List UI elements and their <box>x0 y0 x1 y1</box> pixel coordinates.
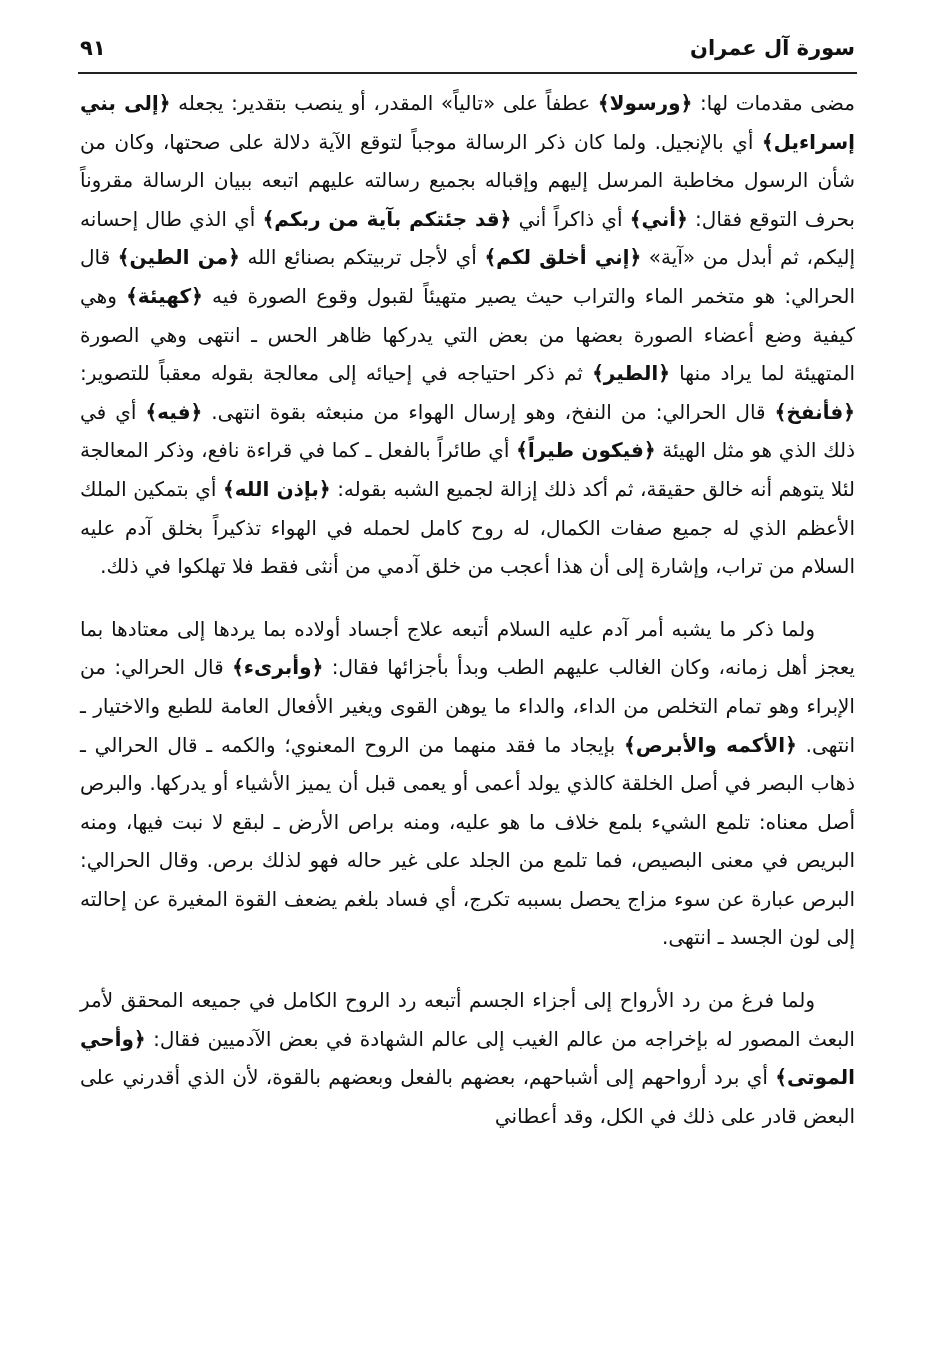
quran-quote: ﴿إلى بني إسراءيل﴾ <box>80 91 855 154</box>
commentary-text: ولما فرغ من رد الأرواح إلى أجزاء الجسم أتبعه رد الروح الكامل في جميعه المحقق لأمر البعث المصور له بإخراجه من عالم الغيب إلى عالم الشهادة في بعض الآدميين فقال: <box>80 988 855 1051</box>
header-divider <box>78 72 857 74</box>
quran-quote: ﴿من الطين﴾ <box>117 245 240 270</box>
commentary-text: ولما ذكر ما يشبه أمر آدم عليه السلام أتبعه علاج أجساد أولاده بما يردها إلى معتادها بما يعجز أهل زمانه، وكان الغالب عليهم الطب وبدأ بأجزائها فقال: <box>80 616 855 680</box>
quran-quote: ﴿وأبرىء﴾ <box>232 655 324 680</box>
quran-quote: ﴿أني﴾ <box>629 206 688 231</box>
tafsir-body <box>80 84 855 1159</box>
commentary-text: وهي كيفية وضع أعضاء الصورة بعضها من بعض التي يدركها ظاهر الحس ـ انتهى وهي الصورة المتهيئة لما يراد منها <box>80 283 855 386</box>
running-header <box>80 28 855 72</box>
commentary-text: أي بالإنجيل. ولما كان ذكر الرسالة موجباً لتوقع الآية دلالة على صحتها، وكان من شأن الرسول مخاطبة المرسل إليهم وإقباله بجميع رسالته عليهم اتبعه ببيان الرسالة مقروناً بحرف التوقع فقال: <box>80 129 855 231</box>
paragraph <box>80 610 855 957</box>
commentary-text: أي لأجل تربيتكم بصنائع الله <box>239 245 485 270</box>
commentary-text: بإيجاد ما فقد منهما من الروح المعنوي؛ والكمه ـ قال الحرالي ـ ذهاب البصر في أصل الخلقة كالذي يولد أعمى أو يعمى قبل أن يميز الأشياء أو يدركها. والبرص أصل معناه: تلمع الشيء بلمع خلاف ما هو عليه، ومنه براص الأرض ـ لبقع لا نبت فيها، ومنه البريص في معنى البصيص، فما تلمع من الجلد على غير حاله فهو لذلك برص. وقال الحرالي: البرص عبارة عن سوء مزاج يحصل بسببه تكرج، أي فساد بلغم يضعف القوة المغيرة عن إحالته إلى لون الجسد ـ انتهى. <box>80 732 855 950</box>
quran-quote: ﴿وأحي الموتى﴾ <box>80 1026 855 1090</box>
commentary-text: مضى مقدمات لها: <box>692 91 855 115</box>
commentary-text: أي برد أرواحهم إلى أشباحهم، بعضهم بالفعل وبعضهم بالقوة، لأن الذي أقدرني على البعض قادر على ذلك في الكل، وقد أعطاني <box>80 1065 855 1128</box>
paragraph <box>80 981 855 1135</box>
commentary-text: قال الحرالي: من الإبراء وهو تمام التخلص من الداء، والداء ما يوهن القوى ويغير الأفعال العامة للطبع والاختيار ـ انتهى. <box>80 655 855 757</box>
quran-quote: ﴿الطير﴾ <box>592 361 670 386</box>
quran-quote: ﴿كهيئة﴾ <box>126 283 203 308</box>
commentary-text: قال الحرالي: هو متخمر الماء والتراب حيث يصير متهيئاً لقبول وقوع الصورة فيه <box>80 245 855 308</box>
page-number: ٩١ <box>80 36 106 60</box>
quran-quote: ﴿فأنفخ﴾ <box>774 399 855 424</box>
paragraph <box>80 84 855 586</box>
quran-quote: ﴿ورسولا﴾ <box>597 91 693 115</box>
commentary-text: أي ذاكراً أني <box>511 206 630 231</box>
quran-quote: ﴿قد جئتكم بآية من ربكم﴾ <box>262 206 512 231</box>
quran-quote: ﴿فيكون طيراً﴾ <box>516 438 656 463</box>
quran-quote: ﴿فيه﴾ <box>145 399 203 424</box>
commentary-text: أي الذي طال إحسانه إليكم، ثم أبدل من «آية» <box>80 206 856 270</box>
commentary-text: ثم ذكر احتياجه في إحيائه إلى معالجة بقوله معقباً للتصوير: <box>80 361 593 386</box>
quran-quote: ﴿بإذن الله﴾ <box>223 476 331 501</box>
commentary-text: قال الحرالي: من النفخ، وهو إرسال الهواء من منبعثه بقوة انتهى. <box>202 399 775 424</box>
commentary-text: عطفاً على «تالياً» المقدر، أو ينصب بتقدير: يجعله <box>170 91 598 115</box>
commentary-text: أي بتمكين الملك الأعظم الذي له جميع صفات الكمال، له روح كامل لحمله في الهواء تذكيراً بخلق آدم عليه السلام من تراب، وإشارة إلى أن هذا أعجب من خلق آدمي من أنثى فقط فلا تهلكوا في ذلك. <box>80 476 855 579</box>
surah-title: سورة آل عمران <box>690 36 855 60</box>
commentary-text: أي في ذلك الذي هو مثل الهيئة <box>80 399 856 463</box>
quran-quote: ﴿الأكمه والأبرص﴾ <box>624 732 797 757</box>
quran-quote: ﴿إني أخلق لكم﴾ <box>484 245 642 270</box>
commentary-text: أي طائراً بالفعل ـ كما في قراءة نافع، وذكر المعالجة لئلا يتوهم أنه خالق حقيقة، ثم أكد ذلك إزالة لجميع الشبه بقوله: <box>80 438 855 501</box>
